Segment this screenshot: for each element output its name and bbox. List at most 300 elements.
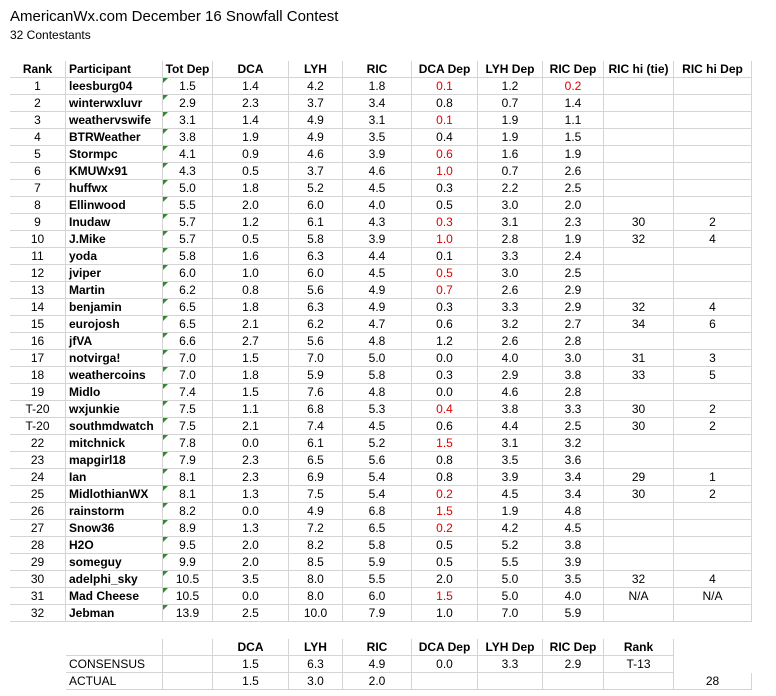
tot-dep-cell[interactable]: 5.8 [163, 248, 213, 265]
dca-cell[interactable]: 2.3 [213, 469, 289, 486]
participant-cell[interactable]: J.Mike [66, 231, 163, 248]
header-tot-dep[interactable]: Tot Dep [163, 61, 213, 78]
ric-hi-dep-cell[interactable]: 4 [674, 571, 752, 588]
ric-hi-cell[interactable] [604, 384, 674, 401]
lyh-dep-cell[interactable]: 2.6 [478, 333, 543, 350]
header-ric-hi-dep[interactable]: RIC hi Dep [674, 61, 752, 78]
summary-spacer[interactable] [163, 639, 213, 656]
lyh-cell[interactable]: 5.9 [289, 367, 343, 384]
header-lyh-dep[interactable]: LYH Dep [478, 61, 543, 78]
lyh-dep-cell[interactable]: 5.0 [478, 588, 543, 605]
tot-dep-cell[interactable]: 10.5 [163, 588, 213, 605]
dca-dep-cell[interactable]: 0.5 [412, 537, 478, 554]
ric-hi-dep-cell[interactable] [674, 503, 752, 520]
ric-hi-dep-cell[interactable] [674, 282, 752, 299]
ric-cell[interactable]: 3.1 [343, 112, 412, 129]
dca-cell[interactable]: 2.1 [213, 316, 289, 333]
ric-hi-dep-cell[interactable] [674, 452, 752, 469]
ric-hi-dep-cell[interactable] [674, 435, 752, 452]
tot-dep-cell[interactable]: 4.3 [163, 163, 213, 180]
lyh-dep-cell[interactable]: 4.5 [478, 486, 543, 503]
ric-dep-cell[interactable]: 1.9 [543, 146, 604, 163]
lyh-dep-cell[interactable]: 3.2 [478, 316, 543, 333]
participant-cell[interactable]: jviper [66, 265, 163, 282]
dca-cell[interactable]: 1.8 [213, 180, 289, 197]
ric-dep-cell[interactable]: 3.9 [543, 554, 604, 571]
ric-hi-dep-cell[interactable] [674, 129, 752, 146]
header-ric[interactable]: RIC [343, 61, 412, 78]
actual-lyh-dep[interactable] [478, 673, 543, 690]
lyh-cell[interactable]: 7.2 [289, 520, 343, 537]
ric-dep-cell[interactable]: 3.5 [543, 571, 604, 588]
actual-label[interactable]: ACTUAL [66, 673, 163, 690]
ric-dep-cell[interactable]: 2.0 [543, 197, 604, 214]
tot-dep-cell[interactable]: 8.9 [163, 520, 213, 537]
summary-header-ric-hi[interactable]: Rank [604, 639, 674, 656]
actual-ric-dep[interactable] [543, 673, 604, 690]
ric-dep-cell[interactable]: 3.6 [543, 452, 604, 469]
dca-cell[interactable]: 1.3 [213, 520, 289, 537]
dca-dep-cell[interactable]: 0.1 [412, 78, 478, 95]
ric-hi-dep-cell[interactable] [674, 537, 752, 554]
dca-dep-cell[interactable]: 0.5 [412, 265, 478, 282]
rank-cell[interactable]: 24 [10, 469, 66, 486]
ric-hi-cell[interactable] [604, 180, 674, 197]
tot-dep-cell[interactable]: 13.9 [163, 605, 213, 622]
dca-cell[interactable]: 0.0 [213, 588, 289, 605]
lyh-cell[interactable]: 7.5 [289, 486, 343, 503]
rank-cell[interactable]: 15 [10, 316, 66, 333]
tot-dep-cell[interactable]: 6.5 [163, 316, 213, 333]
dca-dep-cell[interactable]: 1.5 [412, 435, 478, 452]
participant-cell[interactable]: yoda [66, 248, 163, 265]
dca-cell[interactable]: 1.4 [213, 78, 289, 95]
tot-dep-cell[interactable]: 9.9 [163, 554, 213, 571]
rank-cell[interactable]: 32 [10, 605, 66, 622]
rank-cell[interactable]: 17 [10, 350, 66, 367]
dca-cell[interactable]: 1.5 [213, 350, 289, 367]
ric-hi-dep-cell[interactable]: 3 [674, 350, 752, 367]
rank-cell[interactable]: 18 [10, 367, 66, 384]
rank-cell[interactable]: 5 [10, 146, 66, 163]
lyh-cell[interactable]: 5.6 [289, 282, 343, 299]
rank-cell[interactable]: 12 [10, 265, 66, 282]
participant-cell[interactable]: H2O [66, 537, 163, 554]
dca-dep-cell[interactable]: 0.6 [412, 316, 478, 333]
ric-dep-cell[interactable]: 2.7 [543, 316, 604, 333]
dca-dep-cell[interactable]: 0.8 [412, 95, 478, 112]
dca-dep-cell[interactable]: 0.3 [412, 299, 478, 316]
ric-hi-cell[interactable] [604, 333, 674, 350]
ric-cell[interactable]: 6.5 [343, 520, 412, 537]
consensus-label[interactable]: CONSENSUS [66, 656, 163, 673]
dca-cell[interactable]: 1.2 [213, 214, 289, 231]
rank-cell[interactable]: 1 [10, 78, 66, 95]
lyh-cell[interactable]: 6.1 [289, 214, 343, 231]
lyh-cell[interactable]: 4.9 [289, 129, 343, 146]
dca-dep-cell[interactable]: 2.0 [412, 571, 478, 588]
actual-dca[interactable]: 1.5 [213, 673, 289, 690]
rank-cell[interactable]: 28 [10, 537, 66, 554]
participant-cell[interactable]: mitchnick [66, 435, 163, 452]
dca-dep-cell[interactable]: 0.4 [412, 129, 478, 146]
ric-hi-cell[interactable]: 32 [604, 299, 674, 316]
dca-dep-cell[interactable]: 0.6 [412, 146, 478, 163]
participant-cell[interactable]: weathercoins [66, 367, 163, 384]
dca-dep-cell[interactable]: 0.3 [412, 180, 478, 197]
tot-dep-cell[interactable]: 4.1 [163, 146, 213, 163]
dca-cell[interactable]: 2.0 [213, 537, 289, 554]
ric-cell[interactable]: 3.5 [343, 129, 412, 146]
rank-cell[interactable]: 13 [10, 282, 66, 299]
lyh-cell[interactable]: 5.2 [289, 180, 343, 197]
lyh-cell[interactable]: 6.3 [289, 248, 343, 265]
ric-cell[interactable]: 6.0 [343, 588, 412, 605]
dca-dep-cell[interactable]: 0.7 [412, 282, 478, 299]
consensus-ric[interactable]: 4.9 [343, 656, 412, 673]
ric-hi-dep-cell[interactable]: 4 [674, 299, 752, 316]
participant-cell[interactable]: southmdwatch [66, 418, 163, 435]
participant-cell[interactable]: notvirga! [66, 350, 163, 367]
ric-dep-cell[interactable]: 2.4 [543, 248, 604, 265]
lyh-dep-cell[interactable]: 4.4 [478, 418, 543, 435]
lyh-cell[interactable]: 10.0 [289, 605, 343, 622]
dca-dep-cell[interactable]: 0.2 [412, 486, 478, 503]
tot-dep-cell[interactable]: 7.0 [163, 350, 213, 367]
ric-hi-dep-cell[interactable]: 1 [674, 469, 752, 486]
ric-cell[interactable]: 7.9 [343, 605, 412, 622]
dca-cell[interactable]: 1.8 [213, 299, 289, 316]
participant-cell[interactable]: Inudaw [66, 214, 163, 231]
participant-cell[interactable]: Martin [66, 282, 163, 299]
ric-dep-cell[interactable]: 2.9 [543, 282, 604, 299]
lyh-dep-cell[interactable]: 3.0 [478, 197, 543, 214]
ric-hi-dep-cell[interactable] [674, 78, 752, 95]
ric-hi-cell[interactable] [604, 95, 674, 112]
rank-cell[interactable]: 29 [10, 554, 66, 571]
rank-cell[interactable]: 30 [10, 571, 66, 588]
ric-cell[interactable]: 5.9 [343, 554, 412, 571]
tot-dep-cell[interactable]: 10.5 [163, 571, 213, 588]
dca-dep-cell[interactable]: 1.5 [412, 503, 478, 520]
ric-hi-cell[interactable]: N/A [604, 588, 674, 605]
ric-dep-cell[interactable]: 2.5 [543, 180, 604, 197]
ric-hi-dep-cell[interactable] [674, 333, 752, 350]
ric-cell[interactable]: 3.4 [343, 95, 412, 112]
rank-cell[interactable]: 8 [10, 197, 66, 214]
lyh-dep-cell[interactable]: 1.2 [478, 78, 543, 95]
lyh-cell[interactable]: 6.2 [289, 316, 343, 333]
ric-hi-cell[interactable] [604, 248, 674, 265]
ric-hi-dep-cell[interactable]: 2 [674, 214, 752, 231]
header-ric-hi[interactable]: RIC hi (tie) [604, 61, 674, 78]
dca-cell[interactable]: 3.5 [213, 571, 289, 588]
lyh-cell[interactable]: 6.5 [289, 452, 343, 469]
lyh-dep-cell[interactable]: 1.9 [478, 112, 543, 129]
summary-header-dca-dep[interactable]: DCA Dep [412, 639, 478, 656]
ric-hi-cell[interactable] [604, 520, 674, 537]
ric-dep-cell[interactable]: 1.5 [543, 129, 604, 146]
lyh-cell[interactable]: 7.0 [289, 350, 343, 367]
participant-cell[interactable]: huffwx [66, 180, 163, 197]
ric-dep-cell[interactable]: 1.1 [543, 112, 604, 129]
participant-cell[interactable]: winterwxluvr [66, 95, 163, 112]
tot-dep-cell[interactable]: 6.2 [163, 282, 213, 299]
tot-dep-cell[interactable]: 5.0 [163, 180, 213, 197]
lyh-cell[interactable]: 7.6 [289, 384, 343, 401]
ric-hi-cell[interactable] [604, 503, 674, 520]
header-ric-dep[interactable]: RIC Dep [543, 61, 604, 78]
lyh-dep-cell[interactable]: 3.9 [478, 469, 543, 486]
dca-dep-cell[interactable]: 0.8 [412, 469, 478, 486]
lyh-cell[interactable]: 8.0 [289, 588, 343, 605]
lyh-dep-cell[interactable]: 3.1 [478, 435, 543, 452]
ric-hi-dep-cell[interactable] [674, 248, 752, 265]
lyh-dep-cell[interactable]: 3.5 [478, 452, 543, 469]
ric-dep-cell[interactable]: 3.3 [543, 401, 604, 418]
rank-cell[interactable]: 25 [10, 486, 66, 503]
ric-hi-dep-cell[interactable]: 5 [674, 367, 752, 384]
ric-hi-cell[interactable]: 29 [604, 469, 674, 486]
dca-cell[interactable]: 0.5 [213, 231, 289, 248]
rank-cell[interactable]: 27 [10, 520, 66, 537]
lyh-cell[interactable]: 3.7 [289, 163, 343, 180]
ric-dep-cell[interactable]: 5.9 [543, 605, 604, 622]
tot-dep-cell[interactable]: 6.5 [163, 299, 213, 316]
actual-ric-hi-dep[interactable]: 28 [674, 673, 752, 690]
tot-dep-cell[interactable]: 9.5 [163, 537, 213, 554]
rank-cell[interactable]: T-20 [10, 401, 66, 418]
lyh-dep-cell[interactable]: 2.9 [478, 367, 543, 384]
lyh-dep-cell[interactable]: 2.6 [478, 282, 543, 299]
ric-dep-cell[interactable]: 2.5 [543, 265, 604, 282]
ric-hi-dep-cell[interactable] [674, 520, 752, 537]
lyh-dep-cell[interactable]: 0.7 [478, 95, 543, 112]
summary-label-spacer[interactable] [66, 639, 163, 656]
tot-dep-cell[interactable]: 8.1 [163, 469, 213, 486]
dca-dep-cell[interactable]: 0.0 [412, 384, 478, 401]
rank-cell[interactable]: 31 [10, 588, 66, 605]
actual-dca-dep[interactable] [412, 673, 478, 690]
rank-cell[interactable]: 14 [10, 299, 66, 316]
ric-cell[interactable]: 5.3 [343, 401, 412, 418]
dca-dep-cell[interactable]: 1.0 [412, 231, 478, 248]
ric-dep-cell[interactable]: 4.5 [543, 520, 604, 537]
consensus-ric-dep[interactable]: 2.9 [543, 656, 604, 673]
tot-dep-cell[interactable]: 7.9 [163, 452, 213, 469]
dca-cell[interactable]: 1.9 [213, 129, 289, 146]
header-dca[interactable]: DCA [213, 61, 289, 78]
participant-cell[interactable]: Snow36 [66, 520, 163, 537]
ric-dep-cell[interactable]: 0.2 [543, 78, 604, 95]
rank-cell[interactable]: 16 [10, 333, 66, 350]
lyh-dep-cell[interactable]: 2.8 [478, 231, 543, 248]
ric-hi-dep-cell[interactable] [674, 605, 752, 622]
summary-header-dca[interactable]: DCA [213, 639, 289, 656]
ric-hi-dep-cell[interactable] [674, 146, 752, 163]
ric-cell[interactable]: 4.5 [343, 265, 412, 282]
ric-hi-dep-cell[interactable]: 4 [674, 231, 752, 248]
lyh-dep-cell[interactable]: 0.7 [478, 163, 543, 180]
ric-hi-cell[interactable] [604, 537, 674, 554]
tot-dep-cell[interactable]: 5.7 [163, 214, 213, 231]
ric-cell[interactable]: 4.4 [343, 248, 412, 265]
participant-cell[interactable]: rainstorm [66, 503, 163, 520]
ric-hi-cell[interactable]: 30 [604, 401, 674, 418]
ric-hi-cell[interactable] [604, 112, 674, 129]
ric-dep-cell[interactable]: 3.0 [543, 350, 604, 367]
dca-dep-cell[interactable]: 0.6 [412, 418, 478, 435]
dca-cell[interactable]: 2.7 [213, 333, 289, 350]
header-participant[interactable]: Participant [66, 61, 163, 78]
summary-header-lyh[interactable]: LYH [289, 639, 343, 656]
dca-cell[interactable]: 0.5 [213, 163, 289, 180]
dca-cell[interactable]: 2.3 [213, 452, 289, 469]
ric-cell[interactable]: 5.8 [343, 367, 412, 384]
lyh-cell[interactable]: 4.9 [289, 503, 343, 520]
ric-hi-dep-cell[interactable]: 6 [674, 316, 752, 333]
ric-hi-dep-cell[interactable]: 2 [674, 401, 752, 418]
lyh-dep-cell[interactable]: 4.0 [478, 350, 543, 367]
ric-cell[interactable]: 5.2 [343, 435, 412, 452]
rank-cell[interactable]: 3 [10, 112, 66, 129]
dca-dep-cell[interactable]: 0.3 [412, 214, 478, 231]
lyh-dep-cell[interactable]: 4.2 [478, 520, 543, 537]
ric-hi-cell[interactable] [604, 605, 674, 622]
ric-hi-cell[interactable]: 34 [604, 316, 674, 333]
rank-cell[interactable]: 10 [10, 231, 66, 248]
ric-hi-cell[interactable]: 32 [604, 571, 674, 588]
ric-hi-dep-cell[interactable] [674, 112, 752, 129]
participant-cell[interactable]: leesburg04 [66, 78, 163, 95]
ric-hi-cell[interactable]: 30 [604, 418, 674, 435]
lyh-dep-cell[interactable]: 1.9 [478, 129, 543, 146]
lyh-cell[interactable]: 6.0 [289, 197, 343, 214]
ric-cell[interactable]: 4.9 [343, 282, 412, 299]
lyh-dep-cell[interactable]: 2.2 [478, 180, 543, 197]
lyh-cell[interactable]: 6.0 [289, 265, 343, 282]
dca-dep-cell[interactable]: 0.2 [412, 520, 478, 537]
ric-dep-cell[interactable]: 2.5 [543, 418, 604, 435]
header-rank[interactable]: Rank [10, 61, 66, 78]
ric-hi-dep-cell[interactable] [674, 554, 752, 571]
ric-hi-cell[interactable] [604, 129, 674, 146]
lyh-dep-cell[interactable]: 7.0 [478, 605, 543, 622]
participant-cell[interactable]: mapgirl18 [66, 452, 163, 469]
ric-dep-cell[interactable]: 3.2 [543, 435, 604, 452]
lyh-cell[interactable]: 8.5 [289, 554, 343, 571]
lyh-cell[interactable]: 6.9 [289, 469, 343, 486]
participant-cell[interactable]: eurojosh [66, 316, 163, 333]
ric-hi-cell[interactable] [604, 282, 674, 299]
actual-ric-hi[interactable] [604, 673, 674, 690]
lyh-cell[interactable]: 7.4 [289, 418, 343, 435]
dca-cell[interactable]: 1.3 [213, 486, 289, 503]
lyh-dep-cell[interactable]: 3.3 [478, 248, 543, 265]
ric-hi-cell[interactable]: 30 [604, 214, 674, 231]
rank-cell[interactable]: 9 [10, 214, 66, 231]
lyh-cell[interactable]: 3.7 [289, 95, 343, 112]
participant-cell[interactable]: weathervswife [66, 112, 163, 129]
dca-dep-cell[interactable]: 1.2 [412, 333, 478, 350]
rank-cell[interactable]: 22 [10, 435, 66, 452]
dca-dep-cell[interactable]: 1.5 [412, 588, 478, 605]
lyh-cell[interactable]: 4.9 [289, 112, 343, 129]
dca-cell[interactable]: 1.5 [213, 384, 289, 401]
ric-hi-cell[interactable]: 33 [604, 367, 674, 384]
participant-cell[interactable]: someguy [66, 554, 163, 571]
dca-cell[interactable]: 0.0 [213, 503, 289, 520]
dca-cell[interactable]: 0.9 [213, 146, 289, 163]
lyh-cell[interactable]: 8.2 [289, 537, 343, 554]
dca-dep-cell[interactable]: 0.8 [412, 452, 478, 469]
ric-hi-dep-cell[interactable] [674, 197, 752, 214]
dca-dep-cell[interactable]: 0.0 [412, 350, 478, 367]
dca-dep-cell[interactable]: 0.5 [412, 554, 478, 571]
ric-cell[interactable]: 3.9 [343, 146, 412, 163]
dca-cell[interactable]: 2.0 [213, 197, 289, 214]
rank-cell[interactable]: 19 [10, 384, 66, 401]
consensus-ric-hi[interactable]: T-13 [604, 656, 674, 673]
ric-dep-cell[interactable]: 2.6 [543, 163, 604, 180]
summary-header-ric[interactable]: RIC [343, 639, 412, 656]
lyh-dep-cell[interactable]: 1.9 [478, 503, 543, 520]
ric-dep-cell[interactable]: 3.4 [543, 486, 604, 503]
consensus-lyh-dep[interactable]: 3.3 [478, 656, 543, 673]
lyh-cell[interactable]: 5.8 [289, 231, 343, 248]
tot-dep-cell[interactable]: 1.5 [163, 78, 213, 95]
tot-dep-cell[interactable]: 5.7 [163, 231, 213, 248]
participant-cell[interactable]: MidlothianWX [66, 486, 163, 503]
ric-dep-cell[interactable]: 2.9 [543, 299, 604, 316]
participant-cell[interactable]: Ian [66, 469, 163, 486]
tot-dep-cell[interactable]: 3.1 [163, 112, 213, 129]
dca-dep-cell[interactable]: 0.1 [412, 112, 478, 129]
tot-dep-cell[interactable]: 6.0 [163, 265, 213, 282]
dca-cell[interactable]: 1.8 [213, 367, 289, 384]
participant-cell[interactable]: Midlo [66, 384, 163, 401]
ric-cell[interactable]: 4.5 [343, 180, 412, 197]
ric-dep-cell[interactable]: 1.4 [543, 95, 604, 112]
ric-dep-cell[interactable]: 3.8 [543, 367, 604, 384]
participant-cell[interactable]: benjamin [66, 299, 163, 316]
ric-cell[interactable]: 5.4 [343, 469, 412, 486]
tot-dep-cell[interactable]: 7.8 [163, 435, 213, 452]
ric-hi-dep-cell[interactable] [674, 180, 752, 197]
ric-dep-cell[interactable]: 2.8 [543, 384, 604, 401]
rank-cell[interactable]: 26 [10, 503, 66, 520]
ric-cell[interactable]: 4.9 [343, 299, 412, 316]
header-dca-dep[interactable]: DCA Dep [412, 61, 478, 78]
dca-dep-cell[interactable]: 1.0 [412, 163, 478, 180]
ric-cell[interactable]: 4.7 [343, 316, 412, 333]
ric-dep-cell[interactable]: 4.8 [543, 503, 604, 520]
participant-cell[interactable]: Ellinwood [66, 197, 163, 214]
lyh-dep-cell[interactable]: 5.2 [478, 537, 543, 554]
tot-dep-cell[interactable]: 7.5 [163, 418, 213, 435]
ric-hi-dep-cell[interactable]: 2 [674, 486, 752, 503]
dca-dep-cell[interactable]: 0.3 [412, 367, 478, 384]
rank-cell[interactable]: 23 [10, 452, 66, 469]
ric-dep-cell[interactable]: 3.4 [543, 469, 604, 486]
tot-dep-cell[interactable]: 8.2 [163, 503, 213, 520]
ric-cell[interactable]: 1.8 [343, 78, 412, 95]
rank-cell[interactable]: 7 [10, 180, 66, 197]
ric-hi-dep-cell[interactable] [674, 163, 752, 180]
ric-dep-cell[interactable]: 4.0 [543, 588, 604, 605]
dca-dep-cell[interactable]: 0.4 [412, 401, 478, 418]
lyh-dep-cell[interactable]: 3.8 [478, 401, 543, 418]
